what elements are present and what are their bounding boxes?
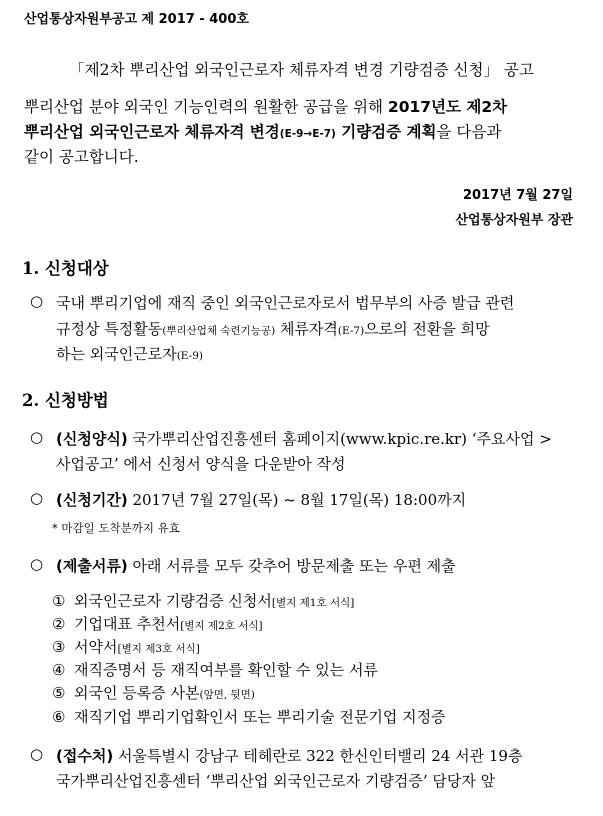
bullet-icon: ○ xyxy=(30,428,44,446)
document-item: ④ 재직증명서 등 재직여부를 확인할 수 있는 서류 xyxy=(52,661,378,679)
bullet-icon: ○ xyxy=(30,292,44,310)
intro-line-3: 같이 공고합니다. xyxy=(24,148,139,166)
section-1-heading: 1. 신청대상 xyxy=(22,259,109,278)
bullet-icon: ○ xyxy=(30,745,44,763)
document-item: ① 외국인근로자 기량검증 신청서[별지 제1호 서식] xyxy=(52,592,355,610)
section-1-line-2: 규정상 특정활동(뿌리산업체 숙련기능공) 체류자격(E-7)으로의 전환을 희망 xyxy=(56,320,490,338)
form-line-2: 사업공고’ 에서 신청서 양식을 다운받아 작성 xyxy=(56,455,346,473)
document-item: ⑥ 재직기업 뿌리기업확인서 또는 뿌리기술 전문기업 지정증 xyxy=(52,708,446,726)
section-1-line-1: 국내 뿌리기업에 재직 중인 외국인근로자로서 법무부의 사증 발급 관련 xyxy=(56,294,515,312)
documents-line: (제출서류) 아래 서류를 모두 갖추어 방문제출 또는 우편 제출 xyxy=(56,557,456,575)
section-1-line-3: 하는 외국인근로자(E-9) xyxy=(56,345,203,363)
notice-number: 산업통상자원부공고 제 2017 - 400호 xyxy=(24,12,249,27)
document-item: ③ 서약서[별지 제3호 서식] xyxy=(52,638,200,656)
document-item: ② 기업대표 추천서[별지 제2호 서식] xyxy=(52,615,263,633)
issue-date: 2017년 7월 27일 xyxy=(462,188,573,203)
period-note: * 마감일 도착분까지 유효 xyxy=(52,521,180,535)
issuer: 산업통상자원부 장관 xyxy=(455,213,573,228)
form-line-1: (신청양식) 국가뿌리산업진흥센터 홈페이지(www.kpic.re.kr) ‘주요사업 > xyxy=(56,430,552,448)
section-2-heading: 2. 신청방법 xyxy=(22,391,109,410)
office-line-1: (접수처) 서울특별시 강남구 테헤란로 322 한신인터밸리 24 서관 19층 xyxy=(56,747,523,765)
period-line: (신청기간) 2017년 7월 27일(목) ~ 8월 17일(목) 18:00까지 xyxy=(56,491,467,509)
intro-line-2: 뿌리산업 외국인근로자 체류자격 변경(E-9→E-7) 기량검증 계획을 다음과 xyxy=(24,123,502,141)
page-title: 「제2차 뿌리산업 외국인근로자 체류자격 변경 기량검증 신청」 공고 xyxy=(69,61,534,79)
document-item: ⑤ 외국인 등록증 사본(앞면, 뒷면) xyxy=(52,684,255,702)
bullet-icon: ○ xyxy=(30,489,44,507)
intro-line-1: 뿌리산업 분야 외국인 기능인력의 원활한 공급을 위해 2017년도 제2차 xyxy=(24,98,508,116)
bullet-icon: ○ xyxy=(30,555,44,573)
office-line-2: 국가뿌리산업진흥센터 ‘뿌리산업 외국인근로자 기량검증’ 담당자 앞 xyxy=(56,772,496,790)
